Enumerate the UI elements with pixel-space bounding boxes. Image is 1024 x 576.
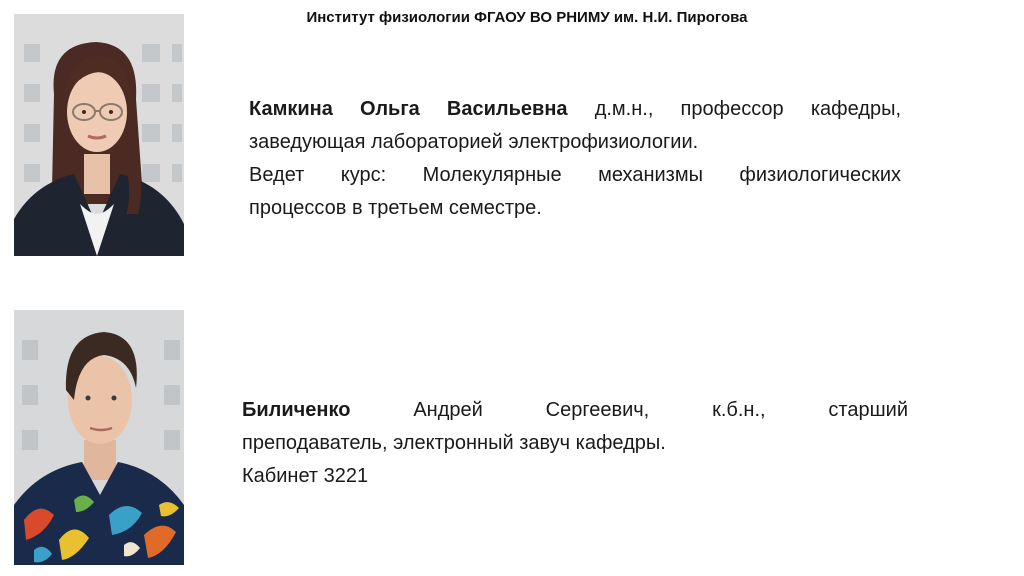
portrait-photo-bilichenko xyxy=(14,310,184,565)
bio-bilichenko xyxy=(242,394,908,493)
bio-line: преподаватель, электронный завуч кафедры. xyxy=(242,432,666,454)
bio-line xyxy=(249,93,901,126)
bio-line: процессов в третьем семестре. xyxy=(249,197,542,219)
bio-line: заведующая лабораторией электрофизиологии. xyxy=(249,131,699,153)
page-title: Институт физиологии ФГАОУ ВО РНИМУ им. Н.И. Пирогова xyxy=(306,9,748,26)
bio-line: Ведет курс: Молекулярные механизмы физиологических xyxy=(249,164,901,186)
portrait-photo-kamkina xyxy=(14,14,184,256)
bio-text: Андрей Сергеевич, к.б.н., старший xyxy=(413,399,908,421)
bio-line: Кабинет 3221 xyxy=(242,465,369,487)
person-name: Биличенко xyxy=(242,399,351,421)
bio-kamkina xyxy=(249,93,901,225)
bio-line xyxy=(242,394,908,427)
bio-text: д.м.н., профессор кафедры, xyxy=(594,98,902,120)
person-name: Камкина Ольга Васильевна xyxy=(249,98,568,120)
